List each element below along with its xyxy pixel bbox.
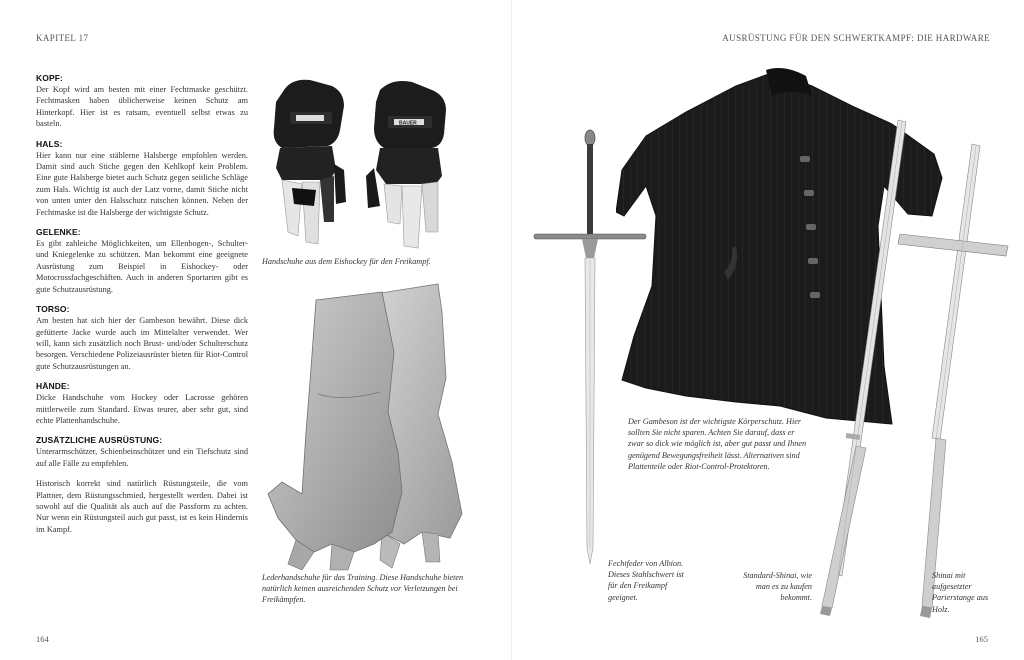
caption-fechtfeder: Fechtfeder von Albion. Dieses Stahlschwert ist für den Freikampf geeignet. [608, 559, 684, 602]
section-heading: TORSO: [36, 304, 70, 315]
section-body: Historisch korrekt sind natürlich Rüstungsteile, die vom Plattner, dem Rüstungsschmied, hergestellt werden. Dabei ist sowohl auf die Qualität als auch auf die Passform zu achten. Nur wenn ein Rüstungsteil auch gut passt, ist es kein Hindernis im Kampf. [36, 479, 248, 534]
body-text-column [36, 73, 248, 544]
text-section [36, 227, 248, 295]
section-body: Es gibt zahleiche Möglichkeiten, um Ellenbogen-, Schulter- und Kniegelenke zu schützen. Man bekommt eine geeignete Ausrüstung zum Beispiel in Eishockey- oder Motocrossfachgeschäften. Auch in anderen Sportarten gibt es gute Schutzausrüstung. [36, 239, 248, 294]
right-page [512, 0, 1024, 660]
running-head-right: AUSRÜSTUNG FÜR DEN SCHWERTKAMPF: DIE HARDWARE [722, 33, 990, 43]
leather-gloves-photo [262, 282, 480, 572]
section-heading: HALS: [36, 138, 63, 149]
text-section [36, 435, 248, 469]
hockey-gloves-photo [262, 72, 477, 252]
section-heading: GELENKE: [36, 227, 81, 238]
section-body: Der Kopf wird am besten mit einer Fechtmaske geschützt. Fechtmasken haben üblicherweise keinen Schutz am Hinterkopf. Hier ist es ratsam, eventuell selbst etwas zu basteln. [36, 85, 248, 129]
text-section [36, 478, 248, 535]
caption-standard-shinai: Standard-Shinai, wie man es zu kaufen bekommt. [743, 571, 812, 603]
text-section [36, 304, 248, 372]
section-body: Unterarmschützer, Schienbeinschützer und ein Tiefschutz sind auf alle Fälle zu empfehlen. [36, 447, 248, 468]
text-section [36, 73, 248, 130]
section-heading: KOPF: [36, 73, 63, 83]
page-number-left: 164 [36, 634, 49, 644]
page-number-right: 165 [975, 634, 988, 644]
section-body: Am besten hat sich hier der Gambeson bewährt. Diese dick gefütterte Jacke wurde auch im Mittelalter verwendet. Wer will, kann sich zusätzlich noch Brust- und/oder Schulterschutz besorgen. Verschiedene Polizeiausrüster bieten für Riot-Control gute Schutzausrüstungen an. [36, 316, 248, 371]
caption-gambeson: Der Gambeson ist der wichtigste Körperschutz. Hier sollten Sie nicht sparen. Achten Sie darauf, dass er zwar so dick wie möglich ist, aber gut passt und Ihnen genügend Bewegungsfreiheit lässt. Alternativen sind Plattenteile oder Riot-Control-Protektoren. [628, 417, 807, 471]
leather-glove-front [268, 292, 402, 570]
section-body: Dicke Handschuhe vom Hockey oder Lacrosse gehören mittlerweile zum Standard. Etwas teurer, aber sehr gut, sind echte Plattenhandschuhe. [36, 393, 248, 425]
hockey-glove-right [366, 81, 446, 248]
caption-hockey-gloves: Handschuhe aus dem Eishockey für den Freikampf. [262, 257, 431, 266]
section-heading: HÄNDE: [36, 381, 70, 392]
section-heading: ZUSÄTZLICHE AUSRÜSTUNG: [36, 435, 163, 446]
hockey-glove-left [274, 80, 346, 244]
caption-leather-gloves: Lederhandschuhe für das Training. Diese Handschuhe bieten natürlich keinen ausreichenden Schutz vor Verletzungen bei Freikämpfen. [262, 573, 464, 605]
caption-shinai-guard: Shinai mit aufgesetzter Parierstange aus Holz. [932, 571, 989, 614]
glove-brand-label: BAUER [399, 120, 417, 127]
running-head-left: KAPITEL 17 [36, 33, 89, 43]
text-section [36, 381, 248, 426]
text-section [36, 139, 248, 218]
section-body: Hier kann nur eine stählerne Halsberge empfohlen werden. Damit sind auch Stiche gegen den Kehlkopf kein Problem. Eine gute Halsberge bietet auch Schutz gegen seitliche Schläge zum Hals. Wichtig ist auch der Latz vorne, damit Stiche nicht von unten unter den Halsschutz rutschen können. Neben der Fechtmaske ist die Halsberge der wichtigste Schutz. [36, 150, 248, 217]
shinai-with-guard-photo [892, 140, 1012, 620]
